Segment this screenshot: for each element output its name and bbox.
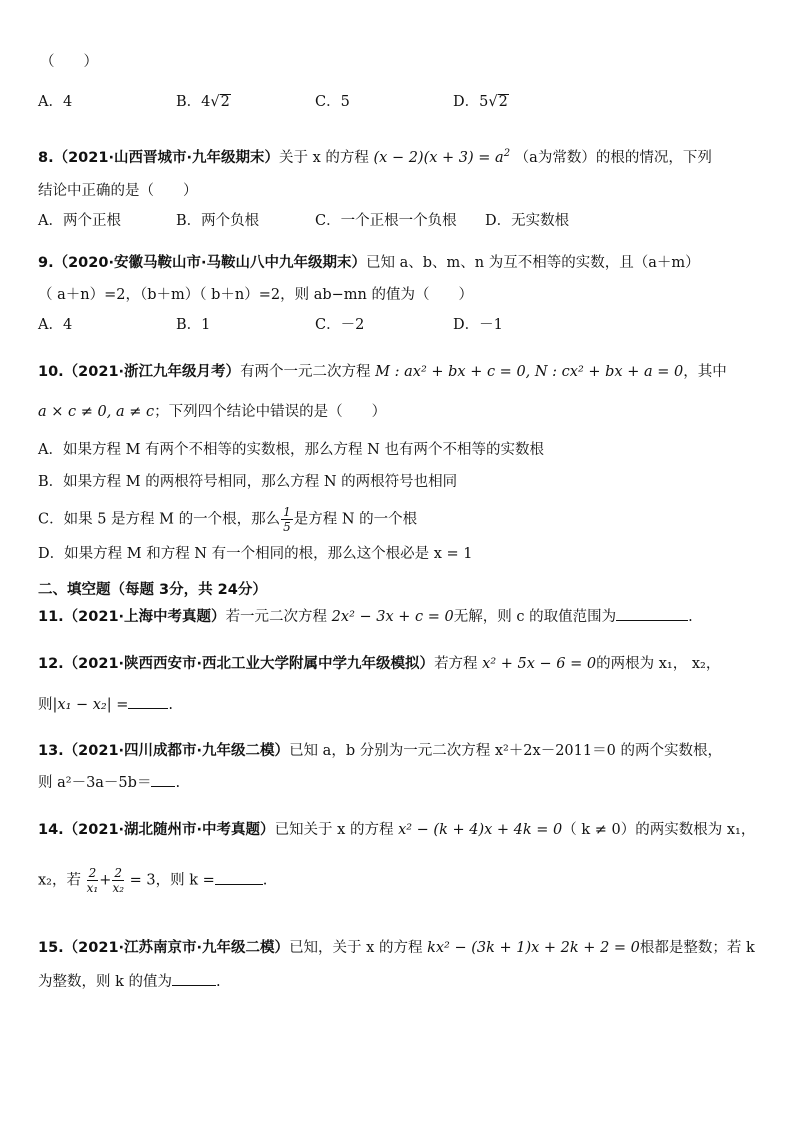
q7-option-d: D．5√2 [453,94,508,110]
q10-option-d: D．如果方程 M 和方程 N 有一个相同的根，那么这个根必是 x = 1 [38,546,473,562]
q13-stem-cont: 则 a²－3a－5b＝ . [38,772,180,793]
q7-option-c: C．5 [315,94,350,110]
q10-option-b: B．如果方程 M 的两根符号相同，那么方程 N 的两根符号也相同 [38,474,458,490]
q9-option-b: B．1 [176,317,211,333]
q10-stem-cont: a × c ≠ 0, a ≠ c；下列四个结论中错误的是（ ） [38,404,387,420]
q9-option-d: D．－1 [453,317,503,333]
q8-option-c: C．一个正根一个负根 [315,213,457,229]
q12-answer-blank[interactable] [128,694,168,709]
q12-stem-cont: 则|x₁ − x₂| = . [38,694,173,715]
q10-option-a: A．如果方程 M 有两个不相等的实数根，那么方程 N 也有两个不相等的实数根 [38,442,544,458]
q8-stem: 8.（2021·山西晋城市·九年级期末）关于 x 的方程 $(x - 2)(x + 3) = a^2$ （a为常数）的根的情况，下列 [38,148,712,166]
q15-stem-cont: 为整数，则 k 的值为 . [38,971,221,992]
section-heading: 二、填空题（每题 3分，共 24分） [38,582,267,598]
q10-stem: 10.（2021·浙江九年级月考）有两个一元二次方程 M : ax² + bx + c = 0, N : cx² + bx + a = 0，其中 [38,364,727,380]
q13-answer-blank[interactable] [151,772,175,787]
q14-answer-blank[interactable] [215,870,263,885]
q11-answer-blank[interactable] [616,606,688,621]
q9-stem-cont: （ a＋n）=2，（b＋m）（ b＋n）=2，则 ab−mn 的值为（ ） [38,287,473,303]
q11-stem: 11.（2021·上海中考真题）若一元二次方程 2x² − 3x + c = 0无解，则 c 的取值范围为 . [38,606,693,627]
q15-stem: 15.（2021·江苏南京市·九年级二模）已知，关于 x 的方程 kx² − (3k + 1)x + 2k + 2 = 0根都是整数；若 k [38,940,755,956]
q12-stem: 12.（2021·陕西西安市·西北工业大学附属中学九年级模拟）若方程 x² + 5x − 6 = 0的两根为 x₁， x₂， [38,656,721,672]
q10-option-c: C．如果 5 是方程 M 的一个根，那么 $\frac{1}{5}$ 是方程 N 的一个根 [38,505,418,534]
q8-option-a: A．两个正根 [38,213,121,229]
q13-stem: 13.（2021·四川成都市·九年级二模）已知 a，b 分别为一元二次方程 x²＋2x－2011＝0 的两个实数根， [38,743,722,759]
q9-option-a: A．4 [38,317,73,333]
q14-stem-cont: x₂，若 $\frac{2}{\text{x₁}}$ + $\frac{2}{\text{x₂}}$ = 3，则 k = . [38,866,268,895]
q8-option-d: D．无实数根 [485,213,570,229]
q7-option-b: B．4√2 [176,94,230,110]
q9-stem: 9.（2020·安徽马鞍山市·马鞍山八中九年级期末）已知 a、b、m、n 为互不相等的实数，且（a＋m） [38,255,700,271]
q14-stem: 14.（2021·湖北随州市·中考真题）已知关于 x 的方程 x² − (k + 4)x + 4k = 0（ k ≠ 0）的两实数根为 x₁， [38,822,756,838]
q15-answer-blank[interactable] [172,971,216,986]
q7-option-a: A．4 [38,94,73,110]
q7-paren: （ ） [40,54,98,70]
q8-option-b: B．两个负根 [176,213,260,229]
q8-stem-cont: 结论中正确的是（ ） [38,183,198,199]
q9-option-c: C．－2 [315,317,365,333]
